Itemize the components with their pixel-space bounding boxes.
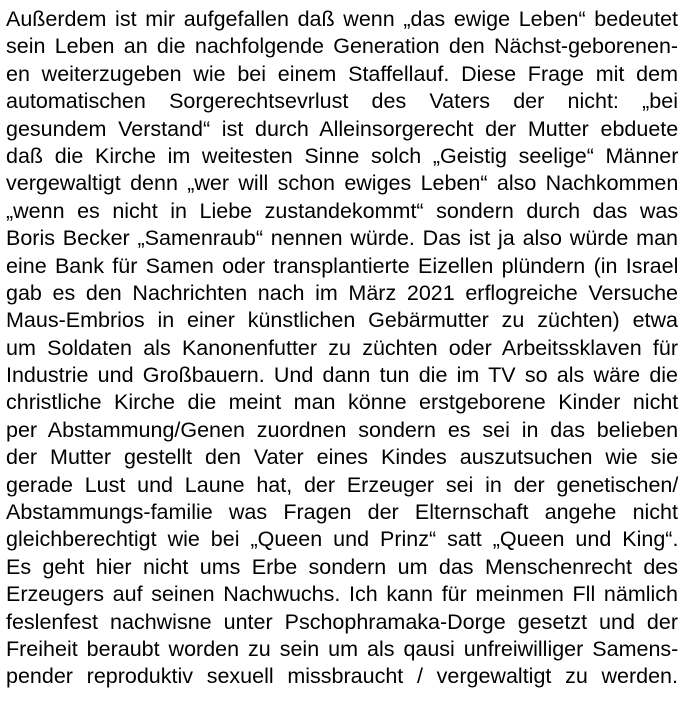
text-line: christliche Kirche die meint man könne erstgeborene Kinder nicht — [6, 390, 679, 415]
text-line: eine Bank für Samen oder transplantierte Eizellen plündern (in Israel — [6, 253, 679, 278]
document-body — [6, 6, 678, 691]
text-line: en weiterzugeben wie bei einem Staffellauf. Diese Frage mit dem — [6, 61, 678, 86]
text-line: gerade Lust und Laune hat, der Erzeuger sei in der genetischen/ — [6, 472, 679, 497]
text-line: der Mutter gestellt den Vater eines Kindes auszutsuchen wie sie — [6, 445, 679, 470]
text-line: Maus-Embrios in einer künstlichen Gebärmutter zu züchten) etwa — [6, 308, 678, 333]
text-line: „wenn es nicht in Liebe zustandekommt“ sondern durch das was — [6, 198, 679, 223]
text-line: vergewaltigt denn „wer will schon ewiges Leben“ also Nachkommen — [6, 171, 679, 196]
text-line: Industrie und Großbauern. Und dann tun die im TV so als wäre die — [6, 363, 679, 388]
text-line: sein Leben an die nachfolgende Generation den Nächst-geborenen- — [6, 34, 679, 59]
text-line: gab es den Nachrichten nach im März 2021 erflogreiche Versuche — [6, 280, 678, 305]
text-line: automatischen Sorgerechtsevrlust des Vaters der nicht: „bei — [6, 89, 678, 114]
text-line: Abstammungs-familie was Fragen der Elternschaft angehe nicht — [6, 500, 678, 525]
text-line: Außerdem ist mir aufgefallen daß wenn „das ewige Leben“ bedeutet — [6, 7, 678, 31]
text-line: per Abstammung/Genen zuordnen sondern es sei in das belieben — [6, 417, 679, 442]
text-line: pender reproduktiv sexuell missbraucht / vergewaltigt zu werden. — [6, 664, 678, 689]
text-line: Boris Becker „Samenraub“ nennen würde. Das ist ja also würde man — [6, 226, 678, 251]
text-line: gleichberechtigt wie bei „Queen und Prinz“ satt „Queen und King“. — [6, 527, 679, 552]
text-line: um Soldaten als Kanonenfutter zu züchten oder Arbeitssklaven für — [6, 335, 678, 360]
text-line: Erzeugers auf seinen Nachwuchs. Ich kann für meinmen Fll nämlich — [6, 582, 678, 607]
text-line: Es geht hier nicht ums Erbe sondern um das Menschenrecht des — [6, 554, 678, 579]
text-line: feslenfest nachwisne unter Pschophramaka-Dorge gesetzt und der — [6, 609, 678, 634]
text-line: daß die Kirche im weitesten Sinne solch „Geistig seelige“ Männer — [6, 143, 679, 168]
text-line: Freiheit beraubt worden zu sein um als qausi unfreiwilliger Samens- — [6, 636, 679, 661]
text-line: gesundem Verstand“ ist durch Alleinsorgerecht der Mutter ebduete — [6, 116, 679, 141]
